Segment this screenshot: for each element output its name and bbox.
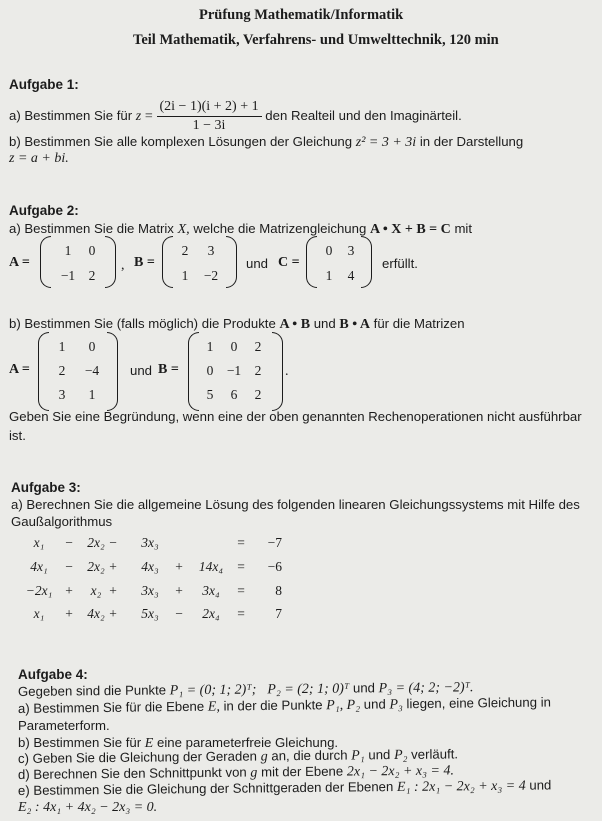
matrix-C-right-paren <box>361 236 372 288</box>
equation-term: 2x₂ <box>87 535 105 550</box>
task1-fraction: $\frac{(2i - 1)(i + 2) + 1}{1 - 3i}$ <box>157 99 262 134</box>
equation-term: 3x₃ <box>141 583 159 598</box>
matrix-cell: 0 <box>325 243 333 258</box>
equation-term: + <box>109 559 117 574</box>
task4-d-line: d) Berechnen Sie den Schnittpunkt von g mit der Ebene 2x₁ − 2x₂ + x₃ = 4. <box>17 763 455 782</box>
equation-term: 5x₃ <box>141 606 159 621</box>
erfuellt-label: erfüllt. <box>382 256 418 271</box>
matrix-cell: 1 <box>181 268 189 283</box>
equation-term: 4x₁ <box>30 559 48 574</box>
equation-term: + <box>175 559 183 574</box>
equation-term: − <box>65 535 73 550</box>
task2-b-line: b) Bestimmen Sie (falls möglich) die Produkte A • B und B • A für die Matrizen <box>9 316 465 332</box>
matrix-cell: 0 <box>206 363 214 378</box>
equation-term: + <box>109 583 117 598</box>
period: . <box>285 364 289 379</box>
matrix-cell: 2 <box>254 387 262 402</box>
exam-title: Prüfung Mathematik/Informatik <box>199 7 404 23</box>
equation-term: − <box>175 606 183 621</box>
equation-term: x₁ <box>33 535 45 550</box>
matrix-cell: 3 <box>58 387 66 402</box>
matrix-cell: 2 <box>181 243 189 258</box>
equation-term: = <box>237 606 245 621</box>
equation-term: + <box>65 583 73 598</box>
matrix-cell: 4 <box>347 268 355 283</box>
matrix-cell: −1 <box>60 268 76 283</box>
matrix-B-label: B = <box>134 255 155 270</box>
exam-subtitle: Teil Mathematik, Verfahrens- und Umwelttechnik, 120 min <box>133 32 499 48</box>
equation-term: −7 <box>267 535 282 550</box>
equation-term: = <box>237 583 245 598</box>
matrix-cell: 3 <box>347 243 355 258</box>
equation-term: + <box>175 583 183 598</box>
matrix-C-left-paren <box>306 236 317 288</box>
task4-heading: Aufgabe 4: <box>18 667 88 682</box>
matrix-cell: 0 <box>88 339 96 354</box>
task4-a-line: a) Bestimmen Sie für die Ebene E, in der die Punkte P₁, P₂ und P₃ liegen, eine Gleichung in <box>17 694 552 716</box>
matrix-A2-label: A = <box>9 362 30 377</box>
equation-term: 3x₃ <box>141 535 159 550</box>
task4-points-line: Gegeben sind die Punkte P₁ = (0; 1; 2)ᵀ; P₂ = (2; 1; 0)ᵀ und P₃ = (4; 2; −2)ᵀ. <box>17 680 474 699</box>
task1-a-line: a) Bestimmen Sie für z = $\frac{(2i - 1)(i + 2) + 1}{1 - 3i}$ den Realteil und den Imaginärteil. <box>9 99 462 133</box>
matrix-cell: −2 <box>203 268 219 283</box>
equation-term: + <box>109 606 117 621</box>
task4-c-line: c) Geben Sie die Gleichung der Geraden g an, die durch P₁ und P₂ verläuft. <box>17 746 459 766</box>
matrix-C-label: C = <box>278 255 300 270</box>
matrix-cell: 3 <box>207 243 215 258</box>
und-label-2: und <box>130 363 153 378</box>
matrix-A-right-paren <box>105 236 116 288</box>
matrix-cell: 2 <box>254 363 262 378</box>
task4-a-line2: Parameterform. <box>18 718 110 733</box>
matrix-cell: 2 <box>58 363 66 378</box>
matrix-cell: 6 <box>230 387 238 402</box>
matrix-cell: −4 <box>84 363 100 378</box>
task4-e-line: e) Bestimmen Sie die Gleichung der Schnittgeraden der Ebenen E₁ : 2x₁ − 2x₂ + x₃ = 4 und <box>17 777 552 798</box>
matrix-cell: 1 <box>206 339 214 354</box>
task2-heading: Aufgabe 2: <box>9 203 79 218</box>
equation-term: 14x₄ <box>198 559 224 574</box>
equation-term: −2x₁ <box>25 583 53 598</box>
task2-reason-line1: Geben Sie eine Begründung, wenn eine der oben genannten Rechenoperationen nicht ausführbar <box>9 409 582 424</box>
equation-term: 3x₄ <box>202 583 220 598</box>
equation-term: 4x₂ <box>87 606 105 621</box>
matrix-cell: 1 <box>64 243 72 258</box>
equation-term: + <box>65 606 73 621</box>
matrix-cell: 1 <box>88 387 96 402</box>
equation-term: − <box>109 535 117 550</box>
matrix-A-left-paren <box>40 236 51 288</box>
equation-term: = <box>237 559 245 574</box>
equation-term: −6 <box>267 559 282 574</box>
task2-a-line: a) Bestimmen Sie die Matrix X, welche die Matrizengleichung A • X + B = C mit <box>9 221 473 237</box>
matrix-cell: 2 <box>88 268 96 283</box>
task1-b-form: z = a + bi. <box>9 151 69 166</box>
matrix-B-right-paren <box>226 236 237 288</box>
equation-term: = <box>237 535 245 550</box>
equation-term: 8 <box>275 583 282 598</box>
matrix-cell: 5 <box>206 387 214 402</box>
equation-term: 7 <box>275 606 282 621</box>
matrix-A-label: A = <box>9 255 30 270</box>
equation-term: 4x₃ <box>141 559 159 574</box>
matrix-cell: 1 <box>325 268 333 283</box>
matrix-cell: 0 <box>88 243 96 258</box>
equation-term: x₂ <box>90 583 102 598</box>
equation-term: 2x₂ <box>87 559 105 574</box>
task1-heading: Aufgabe 1: <box>9 77 79 92</box>
task1-b-line: b) Bestimmen Sie alle komplexen Lösungen der Gleichung z² = 3 + 3i in der Darstellung <box>9 134 524 150</box>
equation-term: − <box>65 559 73 574</box>
comma: , <box>121 258 125 273</box>
task3-text2: Gaußalgorithmus <box>11 514 113 529</box>
task2-reason-line2: ist. <box>9 428 26 443</box>
matrix-cell: 1 <box>58 339 66 354</box>
matrix-A2-right-paren <box>107 332 118 411</box>
task4-e-line2: E₂ : 4x₁ + 4x₂ − 2x₃ = 0. <box>18 800 158 815</box>
und-label: und <box>246 256 269 271</box>
matrix-A2-left-paren <box>38 332 49 411</box>
equation-term: 2x₄ <box>202 606 220 621</box>
matrix-B2-right-paren <box>272 332 283 411</box>
matrix-cell: 0 <box>230 339 238 354</box>
matrix-cell: −1 <box>226 363 242 378</box>
task4-b-line: b) Bestimmen Sie für E eine parameterfreie Gleichung. <box>18 735 339 751</box>
matrix-B2-label: B = <box>158 362 179 377</box>
equation-term: x₁ <box>33 606 45 621</box>
task3-heading: Aufgabe 3: <box>11 480 81 495</box>
task3-text1: a) Berechnen Sie die allgemeine Lösung des folgenden linearen Gleichungssystems mit Hilfe des <box>11 497 580 512</box>
matrix-cell: 2 <box>254 339 262 354</box>
